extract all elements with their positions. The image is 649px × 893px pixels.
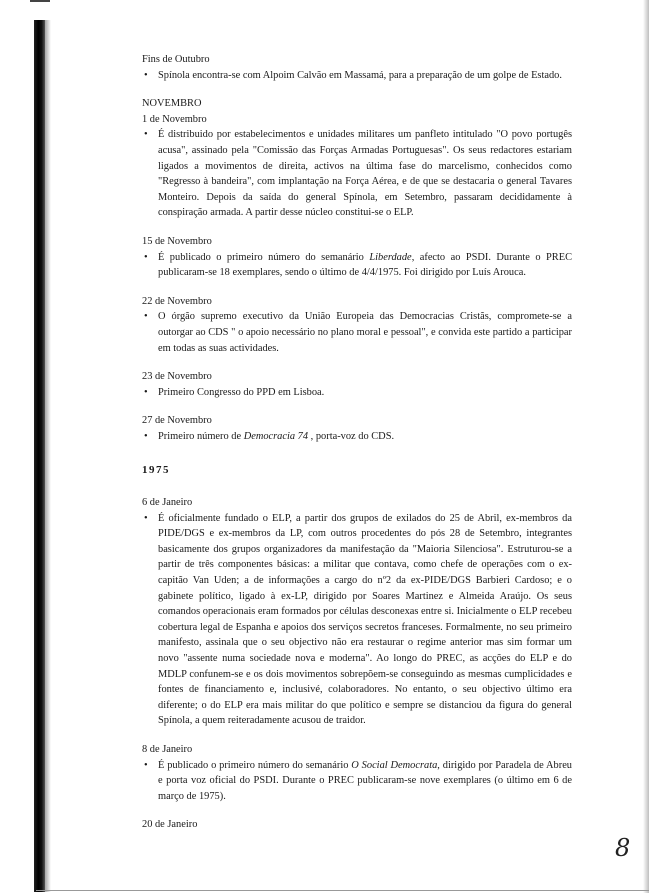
list-item <box>142 429 572 445</box>
entry-list <box>142 511 572 729</box>
binding-spine <box>34 20 45 892</box>
entry-15-novembro <box>142 234 572 281</box>
entry-list <box>142 250 572 281</box>
publication-title: O Social Democrata <box>351 759 438 771</box>
publication-title: Democracia 74 <box>243 430 309 442</box>
entry-date: 1 de Novembro <box>142 113 207 125</box>
page-bottom-edge <box>36 890 649 891</box>
list-item: • É distribuido por estabelecimentos e unidades militares um panfleto intitulado "O povo portugês acusa", assinado pela "Comissão das Forças Armadas Portuguesas". Os seus redactores estariam ligados a movimentos de direita, activos na última fase do marcelismo, conhecidos como "Regresso à bandeira", com implantação na Força Aérea, e de que se destacaria o general Tavares Monteiro. Depois da saída do general Spínola, em Setembro, passaram decididamente à conspiração armada. A partir desse núcleo constitui-se o ELP. <box>142 127 572 221</box>
document-body <box>142 52 572 847</box>
entry-27-novembro <box>142 413 572 444</box>
item-text-before: É publicado o primeiro número do semanário <box>158 759 352 771</box>
item-text-after: , dirigido por Paradela de Abreu e porta voz oficial do PSDI. Durante o PREC publicaram-se nove exemplares (o último em 6 de março de 1975). <box>158 759 573 802</box>
scan-mark <box>30 0 50 2</box>
page-edge-shadow <box>643 0 649 893</box>
entry-1-novembro <box>142 96 572 221</box>
item-text-after: , porta-voz do CDS. <box>308 430 395 442</box>
year-heading-block <box>142 463 572 479</box>
entry-23-novembro <box>142 369 572 400</box>
entry-date: 15 de Novembro <box>142 235 212 247</box>
month-heading: NOVEMBRO <box>142 98 202 110</box>
entry-list <box>142 385 572 401</box>
entry-date: Fins de Outubro <box>142 54 210 65</box>
item-text-before: Primeiro número de <box>158 430 244 442</box>
entry-date: 27 de Novembro <box>142 415 212 427</box>
entry-list <box>142 68 572 84</box>
entry-date: 23 de Novembro <box>142 371 212 383</box>
list-item <box>142 758 572 805</box>
page-number: 8 <box>615 834 631 862</box>
list-item: • O órgão supremo executivo da União Europeia das Democracias Cristãs, compromete-se a outorgar ao CDS " o apoio necessário no plano moral e pessoal", e convida este partido a participar em todas as suas actividades. <box>142 309 572 356</box>
entry-date: 20 de Janeiro <box>142 819 198 831</box>
year-heading: 1975 <box>142 464 170 477</box>
entry-6-janeiro <box>142 495 572 729</box>
entry-20-janeiro <box>142 817 572 833</box>
list-item: • Primeiro Congresso do PPD em Lisboa. <box>142 385 572 401</box>
publication-title: Liberdade <box>369 251 412 263</box>
entry-list <box>142 309 572 356</box>
entry-list <box>142 127 572 221</box>
entry-8-janeiro <box>142 742 572 804</box>
list-item: • Spínola encontra-se com Alpoim Calvão em Massamá, para a preparação de um golpe de Estado. <box>142 68 572 84</box>
list-item: • É oficialmente fundado o ELP, a partir dos grupos de exilados do 25 de Abril, ex-membros da PIDE/DGS e ex-membros da LP, com outros procedentes do pós 28 de Setembro, integrantes basicamente dos grupos organizadores da manifestação da "Maioria Silenciosa". Estruturou-se a partir de três componentes básicas: a militar que contava, como chefe de operações com o ex-capitão Van Uden; a de informações a cargo do nº2 da ex-PIDE/DGS Barbieri Cardoso; e o gabinete político, ligado à ex-LP, dirigido por Soares Martinez e Almeida Araújo. Os seus comandos operacionais eram formados por células desconexas entre si. Inicialmente o ELP recebeu cobertura legal de Espanha e apoios dos serviços secretos franceses. Formalmente, no seu primeiro manifesto, assinala que o seu objectivo não era restaurar o regime anterior mas sim formar um novo "assente numa sociedade nova e moderna". Ao longo do PREC, as acções do ELP e do MDLP confunem-se e os dois movimentos sobrepõem-se conseguindo as mesmas cumplicidades e fontes de financiamento e, inclusivé, colaboradores. No entanto, o seu objectivo último era diferente; o do ELP era mais militar do que político e sempre se distanciou da figura do general Spínola, a quem reiteradamente acusou de traidor. <box>142 511 572 729</box>
list-item: • É publicado o primeiro número do semanário Liberdade, afecto ao PSDI. Durante o PREC publicaram-se 18 exemplares, sendo o último de 4/4/1975. Foi dirigido por Luís Arouca. <box>142 250 572 281</box>
entry-date: 6 de Janeiro <box>142 497 193 509</box>
entry-list <box>142 429 572 445</box>
entry-fins-outubro <box>142 52 572 83</box>
binding-shadow <box>45 20 51 892</box>
entry-date: 22 de Novembro <box>142 295 212 307</box>
entry-22-novembro <box>142 294 572 356</box>
entry-date: 8 de Janeiro <box>142 743 193 755</box>
entry-list <box>142 758 572 805</box>
